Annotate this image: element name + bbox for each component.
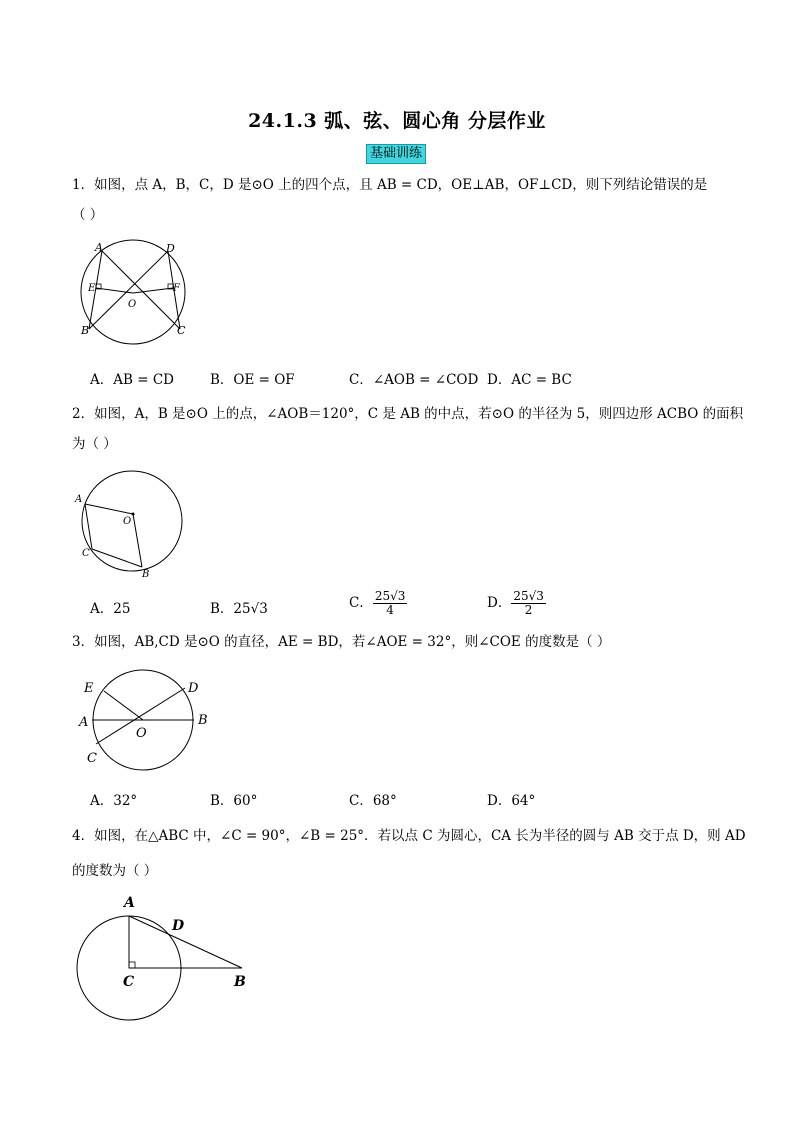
question-2-text: 2．如图，A，B 是⊙O 上的点，∠AOB＝120°，C 是 AB 的中点，若⊙O 的半径为 5，则四边形 ACBO 的面积 (72, 406, 744, 422)
q1-option-c: C．∠AOB = ∠COD (349, 372, 479, 388)
q2-option-b: B．25√3 (210, 601, 268, 617)
q3-option-c: C．68° (349, 793, 397, 809)
q3-option-b: B．60° (210, 793, 258, 809)
q2-option-a: A．25 (90, 601, 131, 617)
question-1-text: 1．如图，点 A，B，C，D 是⊙O 上的四个点，且 AB = CD，OE⊥AB，OF⊥CD，则下列结论错误的是 (72, 177, 708, 193)
q1-label-F: F (173, 283, 180, 294)
question-1-figure (72, 236, 222, 346)
q3-label-O: O (136, 726, 147, 741)
q3-label-D: D (188, 681, 199, 696)
q1-label-E: E (88, 283, 96, 294)
q1-label-B: B (81, 324, 90, 337)
q4-label-A: A (124, 895, 135, 911)
q2-label-A: A (75, 494, 83, 505)
q1-option-b: B．OE = OF (210, 372, 295, 388)
q2-label-C: C (82, 548, 90, 559)
q2-option-d-numerator: 25√3 (513, 589, 544, 603)
q1-label-C: C (177, 324, 186, 337)
q1-option-a: A．AB = CD (90, 372, 174, 388)
q1-label-D: D (166, 242, 175, 255)
question-2-figure (72, 464, 192, 584)
q4-label-D: D (172, 918, 185, 934)
question-1-answer-blank: （ ） (72, 207, 104, 223)
question-4-text: 4．如图，在△ABC 中，∠C = 90°，∠B = 25°．若以点 C 为圆心，CA 长为半径的圆与 AB 交于点 D，则 AD (72, 828, 746, 844)
q3-label-B: B (198, 713, 208, 728)
q2-option-d-fraction (511, 590, 546, 617)
q2-option-c (349, 590, 407, 617)
q2-option-c-prefix: C． (349, 595, 373, 611)
q1-option-d: D．AC = BC (487, 372, 572, 388)
q4-label-B: B (234, 974, 246, 990)
page-title: 24.1.3 弧、弦、圆心角 分层作业 (248, 110, 546, 132)
q2-option-d-prefix: D． (487, 595, 512, 611)
q2-option-c-denominator: 4 (386, 603, 394, 617)
q2-option-c-numerator: 25√3 (374, 589, 406, 603)
question-3-text: 3．如图，AB,CD 是⊙O 的直径，AE = BD，若∠AOE = 32°，则∠COE 的度数是（ ） (72, 634, 611, 650)
q3-label-E: E (84, 681, 94, 696)
q1-label-O: O (128, 299, 137, 310)
q3-option-a: A．32° (90, 793, 138, 809)
q2-option-d (487, 590, 546, 617)
question-4-line2: 的度数为（ ） (72, 863, 158, 879)
q3-label-C: C (87, 751, 97, 766)
q2-label-O: O (123, 516, 132, 527)
section-badge: 基础训练 (366, 144, 426, 164)
question-2-line2: 为（ ） (72, 436, 117, 452)
question-3-figure (72, 668, 222, 778)
q2-option-c-fraction (373, 590, 408, 617)
q3-option-d: D．64° (487, 793, 536, 809)
q1-label-A: A (95, 241, 103, 254)
q2-option-d-denominator: 2 (524, 603, 533, 617)
q3-label-A: A (79, 715, 89, 730)
q2-label-B: B (142, 569, 150, 580)
question-4-figure (72, 890, 282, 1025)
q4-label-C: C (123, 974, 135, 990)
